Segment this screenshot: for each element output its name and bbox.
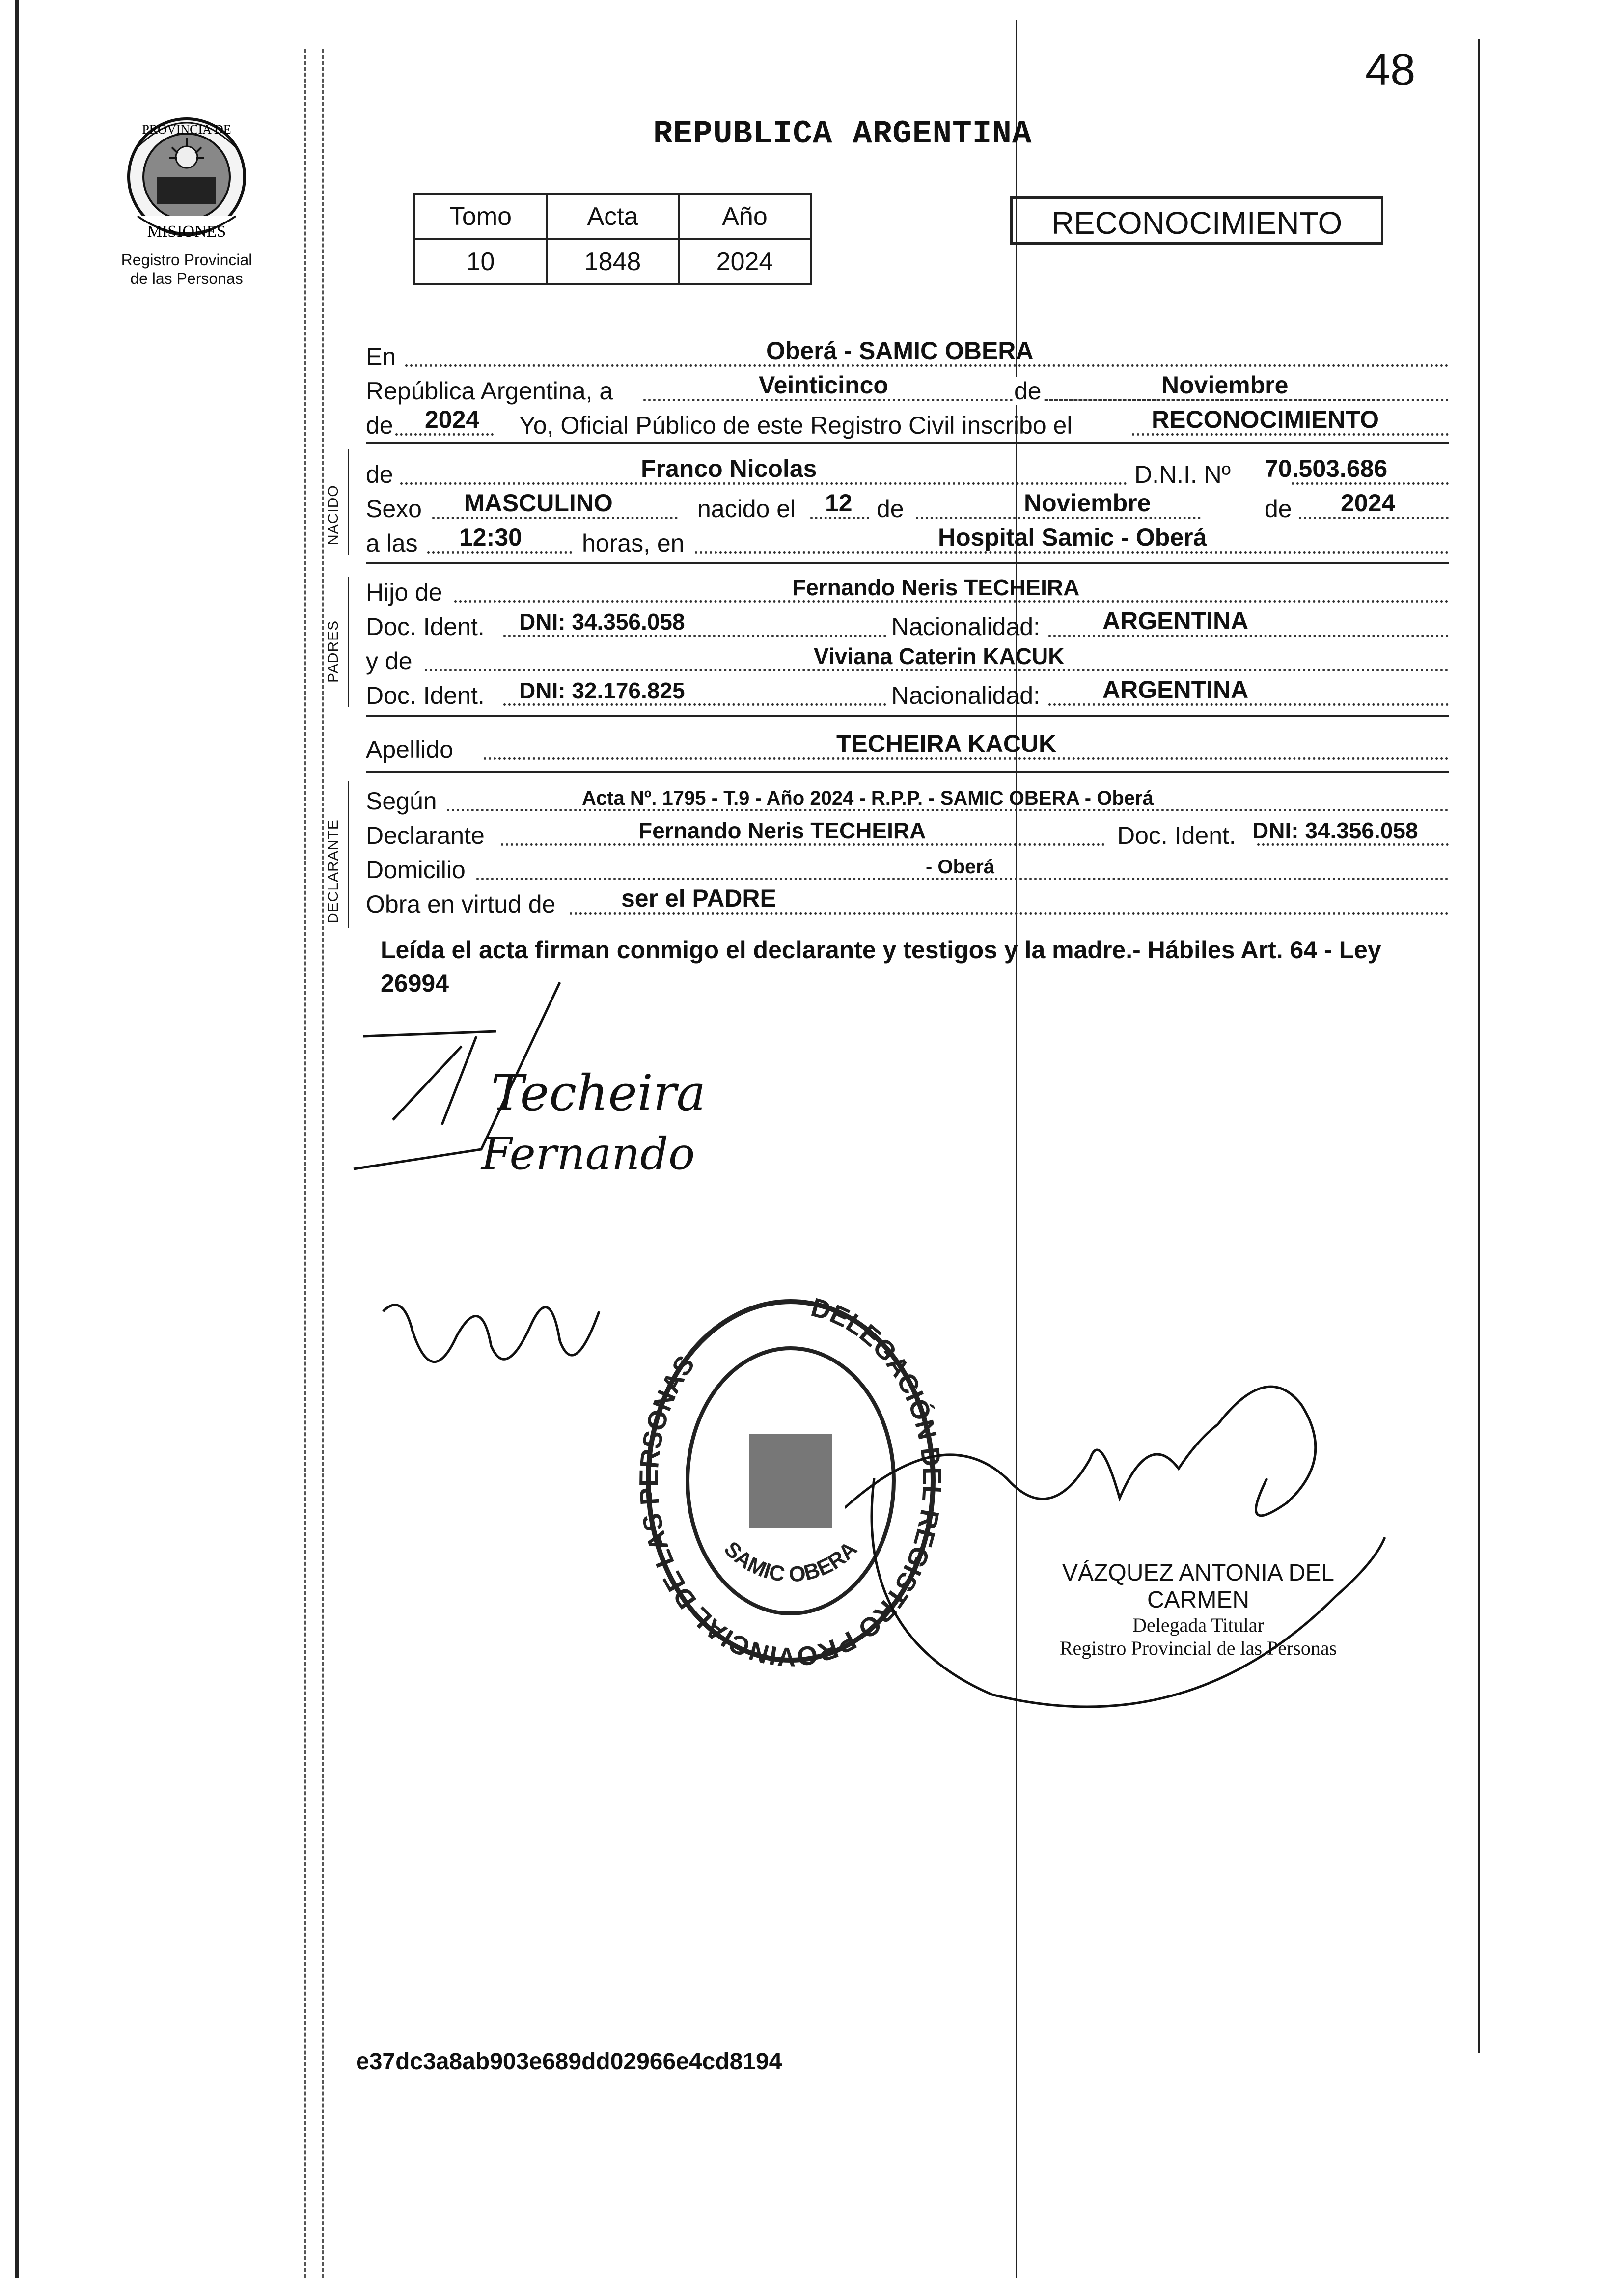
madre-nacionalidad: ARGENTINA: [1102, 676, 1249, 703]
seal-center-mark: [749, 1434, 832, 1528]
row-declarante: [366, 815, 1449, 850]
en-label: En: [366, 343, 396, 370]
lugar-value: Hospital Samic - Oberá: [938, 524, 1207, 551]
binder-line-2: [322, 49, 324, 2278]
nacido-anio: 2024: [1341, 489, 1396, 517]
official-block: [1012, 1559, 1385, 1660]
seal-outer-text: DELEGACIÓN REGISTRO PROVINCIAL DE LAS SONAS: [638, 1292, 943, 1670]
padre-value: Fernando Neris TECHEIRA: [792, 575, 1080, 600]
en-value: Oberá - SAMIC OBERA: [766, 337, 1034, 364]
registry-caption: [93, 250, 280, 288]
signature-official: [845, 1341, 1395, 1729]
nacionalidad-label: Nacionalidad:: [891, 613, 1040, 640]
acta-header: Acta: [547, 194, 679, 239]
inscribo-value: RECONOCIMIENTO: [1152, 406, 1379, 433]
sexo-value: MASCULINO: [464, 489, 613, 517]
separator-1: [366, 442, 1449, 444]
hijo-de-label: Hijo de: [366, 579, 442, 606]
y-de-label: y de: [366, 647, 413, 675]
acta-value: 1848: [547, 239, 679, 284]
record-table: [413, 193, 812, 285]
page-number: 48: [1365, 45, 1416, 95]
row-hijo-de: [366, 572, 1449, 607]
segun-label: Según: [366, 787, 437, 815]
de4-label: de: [1265, 495, 1292, 523]
horas-en-label: horas, en: [582, 529, 685, 557]
de-label: de: [1014, 377, 1042, 405]
seal-inner-text: SAMIC OBERA: [719, 1536, 862, 1587]
binder-line: [304, 49, 306, 2278]
document-title: REPUBLICA ARGENTINA: [653, 115, 1032, 152]
signature-techeira: Techeira: [491, 1064, 706, 1122]
official-role: Delegada Titular: [1132, 1614, 1264, 1636]
inscribo-label: Yo, Oficial Público de este Registro Civil inscribo el: [519, 412, 1073, 439]
separator-4: [366, 771, 1449, 773]
signature-madre: [344, 1262, 648, 1410]
segun-value: Acta Nº. 1795 - T.9 - Año 2024 - R.P.P. - SAMIC OBERA - Oberá: [582, 787, 1154, 809]
signature-declarante: [334, 963, 874, 1218]
nacido-el-label: nacido el: [697, 495, 796, 523]
apellido-label: Apellido: [366, 736, 453, 763]
doc-ident-label: Doc. Ident.: [366, 613, 485, 640]
obra-value: ser el PADRE: [621, 885, 776, 912]
dni-label: D.N.I. Nº: [1134, 461, 1231, 488]
registry-caption-line1: Registro Provincial: [121, 251, 252, 269]
nacido-mes: Noviembre: [1024, 489, 1151, 517]
anio-header: Año: [679, 194, 811, 239]
official-institution: Registro Provincial de las Personas: [1059, 1637, 1337, 1659]
separator-3: [366, 715, 1449, 717]
record-table-value-row: [414, 239, 811, 284]
madre-dni: DNI: 32.176.825: [519, 678, 685, 703]
doc-ident3-label: Doc. Ident.: [1117, 822, 1236, 849]
padres-bracket: [348, 577, 349, 707]
year-value: 2024: [425, 406, 480, 433]
province-emblem: [123, 103, 250, 250]
tomo-header: Tomo: [414, 194, 547, 239]
side-label-nacido: NACIDO: [325, 485, 341, 545]
de3-label: de: [877, 495, 904, 523]
month-value: Noviembre: [1161, 371, 1289, 399]
emblem-top-text: PROVINCIA DE: [142, 122, 231, 137]
official-name: VÁZQUEZ ANTONIA DEL CARMEN: [1062, 1560, 1334, 1613]
declarante-value: Fernando Neris TECHEIRA: [638, 818, 926, 843]
de-nombre-label: de: [366, 461, 393, 488]
madre-value: Viviana Caterin KACUK: [814, 643, 1065, 669]
anio-value: 2024: [679, 239, 811, 284]
row-republica: [366, 371, 1449, 405]
row-apellido: [366, 729, 1449, 764]
row-obra: [366, 884, 1449, 918]
row-domicilio: [366, 850, 1449, 884]
row-madre-doc: [366, 675, 1449, 710]
nacionalidad2-label: Nacionalidad:: [891, 682, 1040, 709]
row-inscribo: [366, 405, 1449, 440]
dni-value: 70.503.686: [1265, 455, 1388, 482]
day-value: Veinticinco: [759, 371, 888, 399]
closing-text: Leída el acta firman conmigo el declarante y testigos y la madre.- Hábiles Art. 64 - Ley 26994: [381, 936, 1381, 997]
nacido-dia: 12: [825, 489, 853, 517]
domicilio-value: - Oberá: [926, 856, 995, 878]
side-label-declarante: DECLARANTE: [325, 819, 341, 923]
right-margin-line: [1478, 39, 1480, 2053]
republica-label: República Argentina, a: [366, 377, 613, 405]
hora-value: 12:30: [459, 524, 522, 551]
row-sexo: [366, 489, 1449, 523]
declarante-dni: DNI: 34.356.058: [1252, 818, 1418, 843]
row-hora: [366, 523, 1449, 557]
domicilio-label: Domicilio: [366, 856, 466, 884]
record-type-box: RECONOCIMIENTO: [1010, 196, 1383, 245]
obra-label: Obra en virtud de: [366, 890, 556, 918]
left-margin-line: [15, 0, 19, 2278]
separator-2: [366, 562, 1449, 564]
padre-nacionalidad: ARGENTINA: [1102, 607, 1249, 635]
record-table-header-row: [414, 194, 811, 239]
signature-fernando: Fernando: [481, 1128, 695, 1180]
a-las-label: a las: [366, 529, 418, 557]
apellido-value: TECHEIRA KACUK: [836, 730, 1057, 757]
nombre-value: Franco Nicolas: [641, 455, 817, 482]
row-en: [366, 336, 1449, 371]
registry-caption-line2: de las Personas: [130, 270, 243, 287]
emblem-bottom-text: MISIONES: [147, 222, 226, 241]
row-y-de: [366, 641, 1449, 675]
tomo-value: 10: [414, 239, 547, 284]
declarante-bracket: [348, 781, 349, 928]
row-segun: [366, 781, 1449, 815]
sexo-label: Sexo: [366, 495, 422, 523]
doc-ident2-label: Doc. Ident.: [366, 682, 485, 709]
row-nombre: [366, 454, 1449, 489]
row-padre-doc: [366, 607, 1449, 641]
document-hash: e37dc3a8ab903e689dd02966e4cd8194: [356, 2049, 782, 2075]
side-label-padres: PADRES: [325, 620, 341, 683]
declarante-label: Declarante: [366, 822, 485, 849]
padre-dni: DNI: 34.356.058: [519, 609, 685, 635]
de2-label: de: [366, 412, 393, 439]
nacido-bracket: [348, 449, 349, 555]
